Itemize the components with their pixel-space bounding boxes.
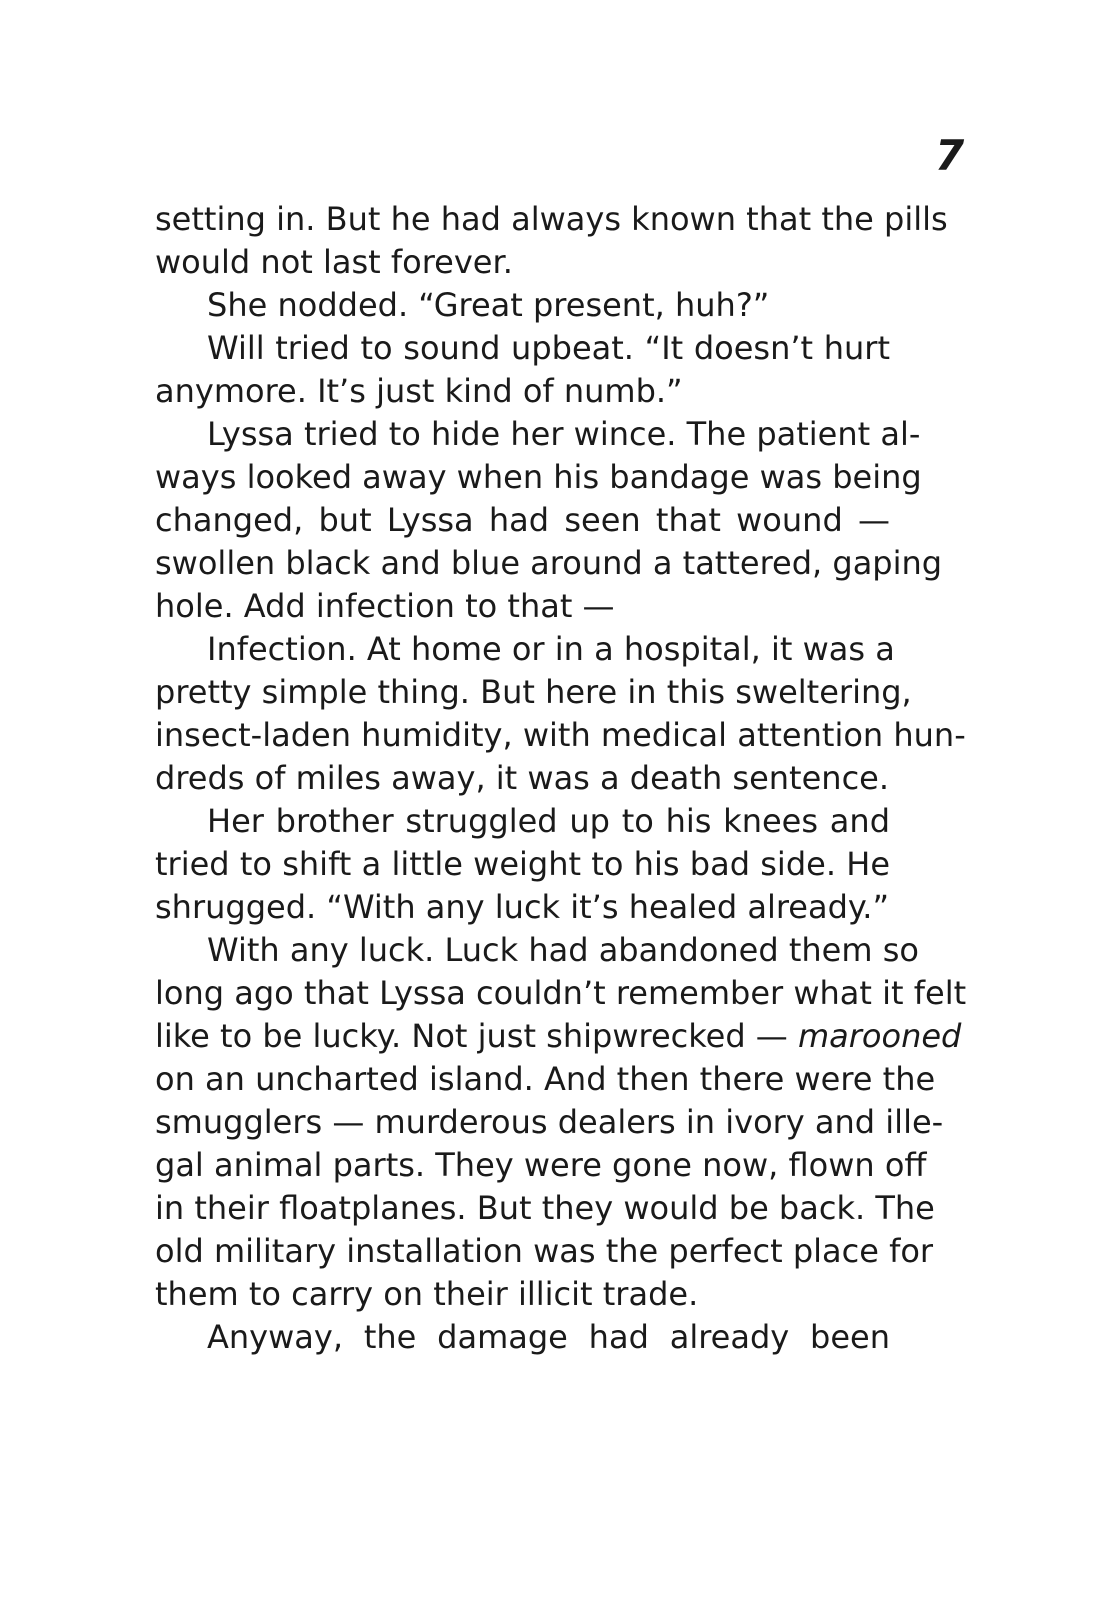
- text-line: setting in. But he had always known that the pills: [155, 200, 948, 238]
- text-line: Will tried to sound upbeat. “It doesn’t hurt: [207, 329, 890, 367]
- text-line: changed, but Lyssa had seen that wound —: [155, 501, 890, 539]
- text-line: like to be lucky. Not just shipwrecked — marooned: [155, 1017, 962, 1055]
- text-line: anymore. It’s just kind of numb.”: [155, 372, 683, 410]
- text-line: Lyssa tried to hide her wince. The patient al-: [207, 415, 921, 453]
- text-line: long ago that Lyssa couldn’t remember what it felt: [155, 974, 967, 1012]
- text-line: smugglers — murderous dealers in ivory and ille-: [155, 1103, 944, 1141]
- italic-word: marooned: [797, 1017, 962, 1055]
- text-line: swollen black and blue around a tattered, gaping: [155, 544, 943, 582]
- text-line: hole. Add infection to that —: [155, 587, 615, 625]
- text-line: them to carry on their illicit trade.: [155, 1275, 699, 1313]
- text-line: on an uncharted island. And then there were the: [155, 1060, 936, 1098]
- text-line: With any luck. Luck had abandoned them so: [207, 931, 919, 969]
- text-line: old military installation was the perfect place for: [155, 1232, 934, 1270]
- text-line: tried to shift a little weight to his bad side. He: [155, 845, 890, 883]
- text-line: insect-laden humidity, with medical attention hun-: [155, 716, 966, 754]
- text-line: dreds of miles away, it was a death sentence.: [155, 759, 890, 797]
- text-line: in their floatplanes. But they would be back. The: [155, 1189, 935, 1227]
- text-line: Her brother struggled up to his knees and: [207, 802, 890, 840]
- text-line: pretty simple thing. But here in this sweltering,: [155, 673, 912, 711]
- text-line: ways looked away when his bandage was being: [155, 458, 922, 496]
- text-line: shrugged. “With any luck it’s healed already.”: [155, 888, 890, 926]
- text-line: Infection. At home or in a hospital, it was a: [207, 630, 895, 668]
- text-line: Anyway, the damage had already been: [207, 1318, 890, 1356]
- text-line: would not last forever.: [155, 243, 513, 281]
- page-number: 7: [935, 131, 965, 180]
- body-text: [155, 198, 967, 1359]
- text-line: She nodded. “Great present, huh?”: [207, 286, 770, 324]
- text-line: gal animal parts. They were gone now, flown off: [155, 1146, 927, 1184]
